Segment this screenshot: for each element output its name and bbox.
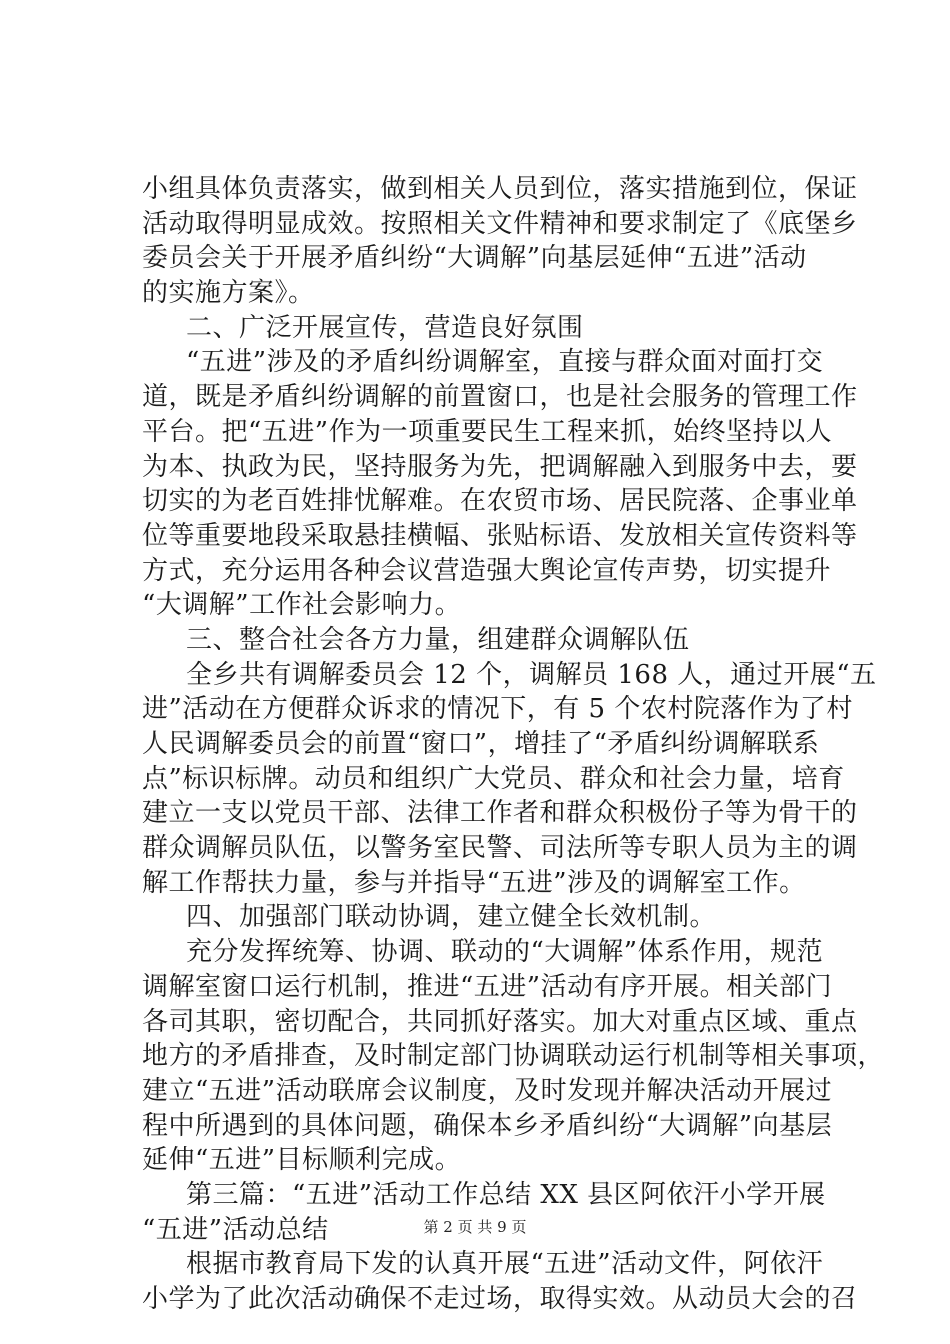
text-line: 根据市教育局下发的认真开展“五进”活动文件，阿依汗	[186, 1249, 824, 1280]
text-line: 建立一支以党员干部、法律工作者和群众积极份子等为骨干的	[142, 798, 858, 829]
text-line: “大调解”工作社会影响力。	[142, 590, 462, 621]
text-line: 为本、执政为民，坚持服务为先，把调解融入到服务中去，要	[142, 451, 858, 482]
text-line: 地方的矛盾排查，及时制定部门协调联动运行机制等相关事项，	[142, 1041, 885, 1072]
text-line: 延伸“五进”目标顺利完成。	[142, 1145, 462, 1176]
text-line: 第三篇：“五进”活动工作总结 XX 县区阿依汗小学开展	[186, 1179, 826, 1210]
text-line: “五进”活动总结	[142, 1214, 329, 1245]
text-line: 三、整合社会各方力量，组建群众调解队伍	[186, 624, 690, 655]
text-line: 活动取得明显成效。按照相关文件精神和要求制定了《底堡乡	[142, 208, 858, 239]
text-line: 道，既是矛盾纠纷调解的前置窗口，也是社会服务的管理工作	[142, 382, 858, 413]
text-line: 四、加强部门联动协调，建立健全长效机制。	[186, 902, 717, 933]
text-line: 群众调解员队伍，以警务室民警、司法所等专职人员为主的调	[142, 833, 858, 864]
text-line: 人民调解委员会的前置“窗口”，增挂了“矛盾纠纷调解联系	[142, 729, 820, 759]
text-line: “五进”涉及的矛盾纠纷调解室，直接与群众面对面打交	[186, 347, 824, 378]
page-footer: 第 2 页 共 9 页	[423, 1218, 527, 1236]
text-line: 平台。把“五进”作为一项重要民生工程来抓，始终坚持以人	[142, 416, 833, 447]
text-line: 各司其职，密切配合，共同抓好落实。加大对重点区域、重点	[142, 1006, 858, 1037]
text-line: 小组具体负责落实，做到相关人员到位，落实措施到位，保证	[142, 174, 858, 204]
text-line: 委员会关于开展矛盾纠纷“大调解”向基层延伸“五进”活动	[142, 243, 807, 274]
text-line: 切实的为老百姓排忧解难。在农贸市场、居民院落、企事业单	[142, 486, 858, 517]
text-line: 小学为了此次活动确保不走过场，取得实效。从动员大会的召	[142, 1284, 858, 1314]
text-line: 进”活动在方便群众诉求的情况下，有 5 个农村院落作为了村	[142, 694, 853, 725]
text-line: 全乡共有调解委员会 12 个，调解员 168 人，通过开展“五	[186, 659, 877, 690]
text-line: 充分发挥统筹、协调、联动的“大调解”体系作用，规范	[186, 937, 824, 968]
text-line: 方式，充分运用各种会议营造强大舆论宣传声势，切实提升	[142, 555, 832, 586]
text-line: 点”标识标牌。动员和组织广大党员、群众和社会力量，培育	[142, 763, 845, 794]
document-body	[142, 172, 885, 1317]
text-line: 位等重要地段采取悬挂横幅、张贴标语、发放相关宣传资料等	[142, 520, 858, 551]
text-line: 的实施方案》。	[142, 278, 315, 309]
text-line: 程中所遇到的具体问题，确保本乡矛盾纠纷“大调解”向基层	[142, 1110, 833, 1141]
text-line: 建立“五进”活动联席会议制度，及时发现并解决活动开展过	[142, 1075, 833, 1106]
text-line: 调解室窗口运行机制，推进“五进”活动有序开展。相关部门	[142, 971, 833, 1002]
text-line: 二、广泛开展宣传，营造良好氛围	[186, 312, 584, 343]
text-line: 解工作帮扶力量，参与并指导“五进”涉及的调解室工作。	[142, 867, 806, 898]
